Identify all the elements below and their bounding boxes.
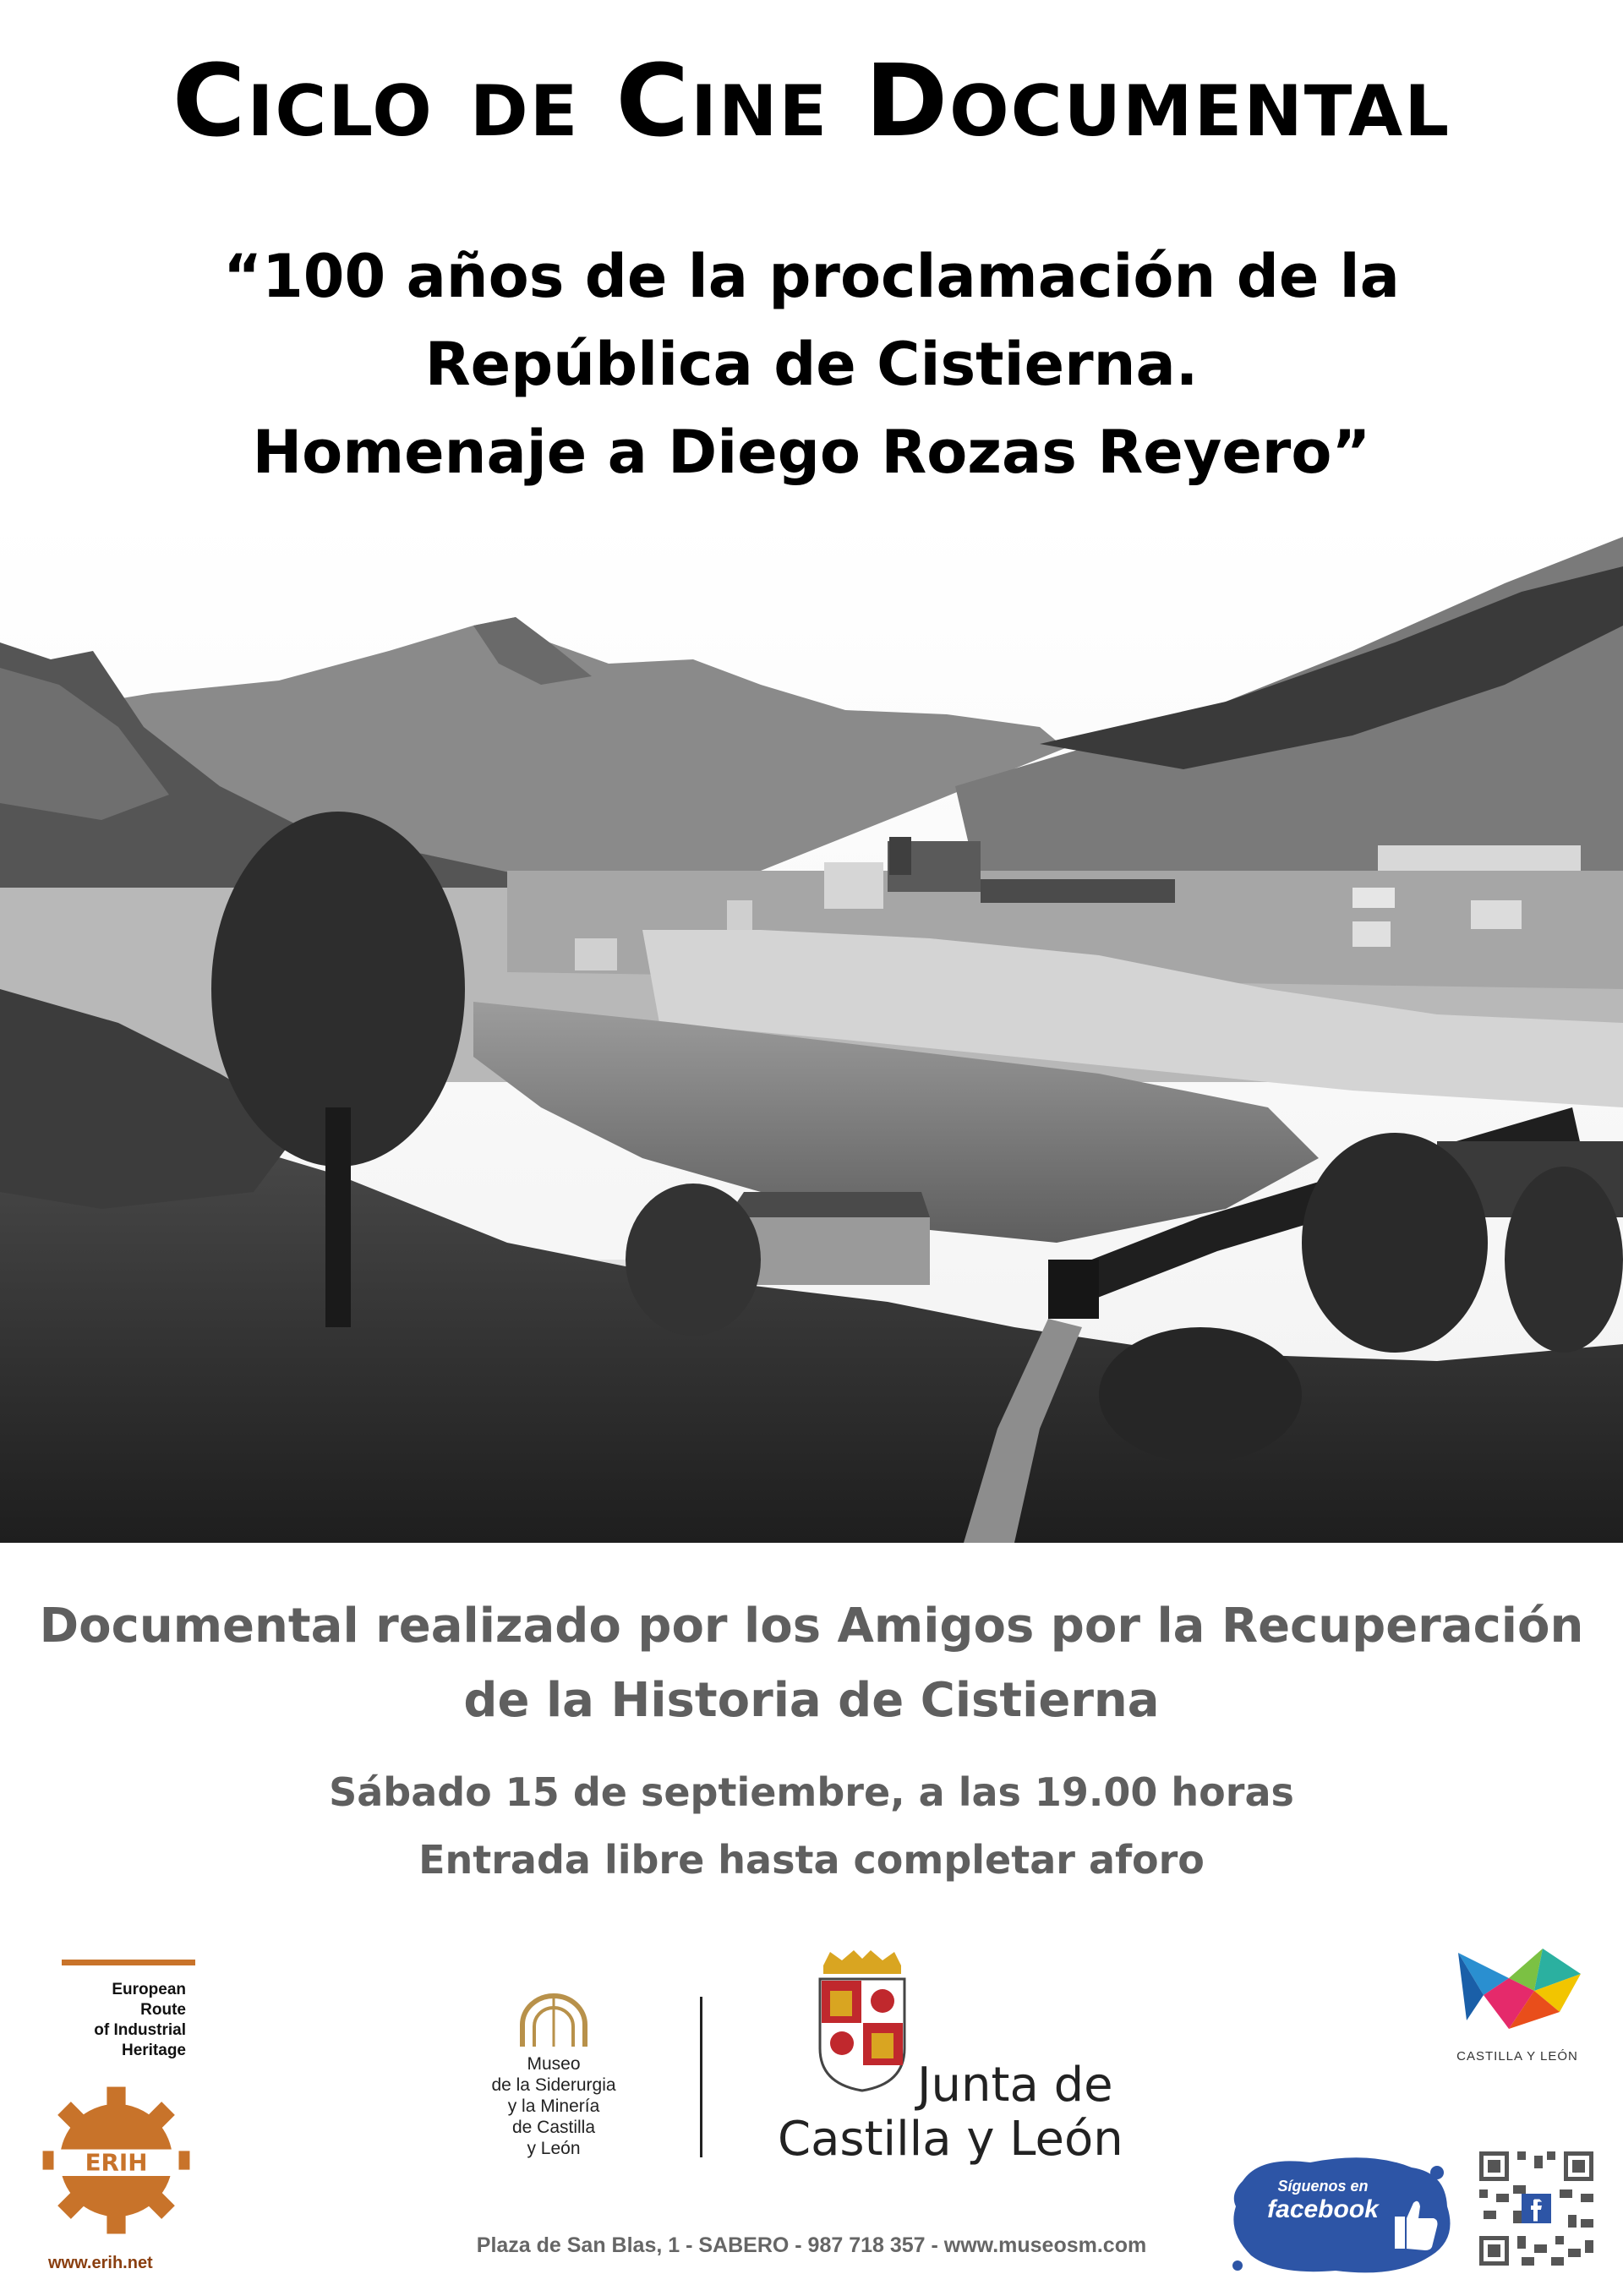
erih-line-3: of Industrial (94, 2021, 186, 2039)
cyl-label: CASTILLA Y LEÓN (1456, 2049, 1578, 2064)
star-mosaic-icon (1450, 1944, 1585, 2037)
junta-line-2: Castilla y León (778, 2112, 1123, 2167)
credit-line-1: Documental realizado por los Amigos por la Recuperación (39, 1599, 1584, 1654)
logo-divider (700, 1997, 702, 2157)
subtitle-line-1: “100 años de la proclamación de la (223, 242, 1400, 311)
facebook-brand-label: facebook (1267, 2195, 1379, 2223)
facebook-text (1243, 2178, 1403, 2224)
event-entry: Entrada libre hasta completar aforo (418, 1837, 1205, 1883)
erih-line-4: Heritage (121, 2042, 186, 2059)
museum-line-3: y la Minería (507, 2096, 600, 2116)
erih-line-2: Route (140, 2001, 186, 2019)
event-details (0, 1758, 1623, 1894)
erih-name (38, 1980, 186, 2061)
erih-gear-icon (38, 2082, 194, 2239)
valley-railway-illustration (0, 516, 1623, 1543)
junta-line-1: Junta de (917, 2058, 1113, 2113)
erih-url: www.erih.net (48, 2254, 153, 2272)
contact-footer: Plaza de San Blas, 1 - SABERO - 987 718 357 - www.museosm.com (476, 2233, 1147, 2257)
event-date: Sábado 15 de septiembre, a las 19.00 horas (329, 1769, 1294, 1815)
museum-line-4: de Castilla (511, 2118, 596, 2137)
subtitle-line-3: Homenaje a Diego Rozas Reyero” (252, 418, 1371, 487)
museum-name (473, 2053, 634, 2159)
landscape-photo (0, 516, 1623, 1543)
museum-logo (473, 1991, 634, 2168)
poster-title: Ciclo de Cine Documental (172, 42, 1451, 159)
museum-line-1: Museo (527, 2054, 581, 2074)
facebook-follow-label: Síguenos en (1277, 2178, 1369, 2195)
erih-line-1: European (112, 1981, 186, 1998)
museum-line-2: de la Siderurgia (491, 2075, 616, 2095)
subtitle-line-2: República de Cistierna. (424, 330, 1199, 399)
erih-accent-bar (62, 1960, 195, 1965)
museum-line-5: y León (527, 2139, 581, 2158)
museum-arch-icon (516, 1991, 592, 2050)
facebook-badge[interactable] (1226, 2147, 1462, 2282)
junta-logo (778, 1949, 1150, 2177)
credit-line-2: de la Historia de Cistierna (463, 1673, 1160, 1728)
event-subtitle (0, 232, 1623, 496)
castilla-leon-tourism-logo (1441, 1944, 1593, 2088)
documentary-credit (0, 1589, 1623, 1738)
junta-name (778, 2058, 1150, 2167)
erih-mark: ERIH (85, 2148, 148, 2177)
